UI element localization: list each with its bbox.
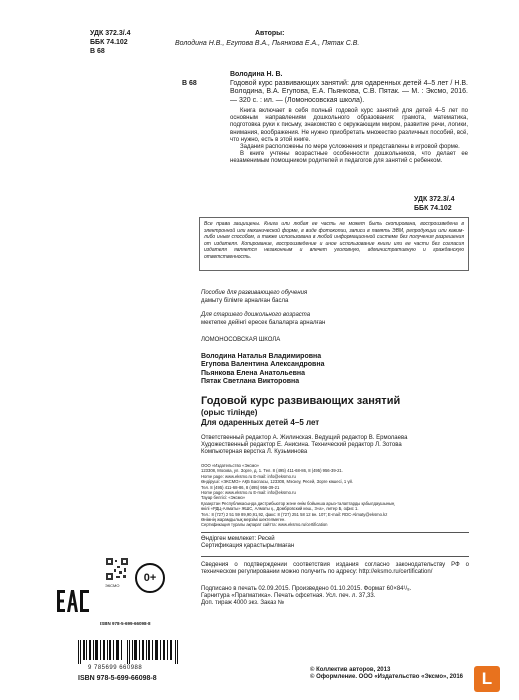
biblio-bbk: ББК 74.102: [414, 205, 452, 212]
qr-code-icon: [105, 557, 129, 581]
publisher-line: Өндіруші: «ЭКСМО» АҚБ Баспасы, 123308, Мәскеу, Ресей, Зорге көшесі, 1 үй.: [201, 479, 354, 485]
author-names: [201, 353, 324, 387]
biblio-author: Володина Н. В.: [230, 71, 283, 78]
bbk-code: ББК 74.102: [90, 39, 128, 46]
biblio-code: В 68: [182, 80, 197, 87]
publisher-line: Қазақстан Республикасында дистрибьютор және өнім бойынша арыз-талаптарды қабылдаушының: [201, 500, 395, 506]
country-line: Сертификация қарастырылмаған: [201, 543, 295, 550]
publisher-line: Тел.: 8 (727) 2 51 59 89,90,91,92, факс: 8 (727) 251 58 12 вн. 107; E-mail: RDC-Almaty@eksmo.kz: [201, 511, 388, 517]
country-block: [201, 536, 294, 550]
abstract-paragraph: Задания расположены по мере усложнения и представлены в игровой форме.: [240, 144, 460, 151]
purpose-kz: дамыту білімге арналған басла: [201, 298, 289, 304]
publisher-line: Home page: www.eksmo.ru E-mail: info@eksmo.ru: [201, 490, 296, 496]
qr-caption: ЭКСМО: [105, 583, 120, 588]
publisher-line: Сертификация туралы ақпарат сайтта: www.eksmo.ru/certification: [201, 522, 328, 528]
certification-note: Сведения о подтверждении соответствия издания согласно законодательству РФ о техническом регулировании можно получить по адресу: http://eksmo.ru/certification/: [201, 562, 469, 576]
abstract-paragraph: Книга включает в себя полный годовой курс занятий для детей 4–5 лет по основным направлениям дошкольного образования: грамота, математика, подготовка руки к письму, знакомство с окружающим миром, развитие речи, логики, внимания, воображения. Не нужно приобретать множество различных пособий, всё, что нужно, есть в этой книге.: [230, 108, 468, 143]
age-ru: Для старшего дошкольного возраста: [201, 312, 311, 318]
country-line: Өндірген мемлекет: Ресей: [201, 536, 275, 542]
publisher-line: Өнімнің жарамдылық мерзімі шектелмеген.: [201, 517, 286, 523]
isbn: ISBN 978-5-699-66098-8: [78, 675, 157, 682]
publisher-line: өкілі «РДЦ-Алматы» ЖШС, Алматы қ., Домбровский көш., 3«а», литер Б, офис 1.: [201, 506, 359, 512]
print-details: [201, 586, 411, 608]
eac-mark-icon: [55, 582, 91, 622]
title-kz: (орыс тілінде): [201, 408, 258, 417]
authors-list: Володина Н.В., Егупова В.А., Пьянкова Е.А., Пятак С.В.: [175, 40, 360, 47]
publisher-line: 123308, Москва, ул. Зорге, д. 1. Тел. 8 (495) 411-68-86, 8 (495) 956-39-21.: [201, 468, 343, 474]
author-name: Володина Наталья Владимировна: [201, 353, 322, 360]
age-rating-badge: 0+: [135, 563, 165, 593]
udk-code: УДК 372.3/.4: [90, 30, 131, 37]
labirint-logo-icon: L: [474, 666, 500, 692]
purpose-ru: Пособие для развивающего обучения: [201, 290, 308, 296]
editor-line: Художественный редактор Е. Анисина. Технический редактор Л. Зотова: [201, 442, 402, 449]
barcode-digits: 9 785699 660988: [88, 665, 143, 671]
authors-label: Авторы:: [255, 30, 285, 37]
print-line: Гарнитура «Прагматика». Печать офсетная. Усл. печ. л. 37,33.: [201, 593, 376, 600]
copyright-block: [310, 667, 463, 681]
divider: [201, 532, 469, 533]
book-title: Годовой курс развивающих занятий: [201, 395, 401, 407]
divider: [201, 556, 469, 557]
rights-notice: Все права защищены. Книга или любая ее часть не может быть скопирована, воспроизведена в электронной или механической форме, в виде фотокопии, записи в память ЭВМ, репродукции или каким-либо иным способом, а также использована в любой информационной системе без получения разрешения от издателя. Копирование, воспроизведение и иное использование книги или ее части без согласия издателя является незаконным и влечет уголовную, административную и гражданскую ответственность.: [199, 217, 469, 271]
publisher-line: Тел. 8 (495) 411-68-86, 8 (495) 956-39-21: [201, 484, 280, 490]
author-name: Егупова Валентина Александровна: [201, 361, 325, 369]
author-name: Пьянкова Елена Анатольевна: [201, 369, 306, 377]
biblio-udk: УДК 372.3/.4: [414, 196, 455, 203]
editor-line: Компьютерная верстка Л. Кузьминова: [201, 449, 308, 456]
biblio-abstract: [230, 108, 468, 166]
copyright-line: © Коллектив авторов, 2013: [310, 667, 391, 673]
barcode-icon: [76, 640, 182, 664]
print-line: Доп. тираж 4000 экз. Заказ №: [201, 600, 285, 607]
isbn-small: ISBN 978-5-699-66098-8: [100, 621, 151, 626]
book-subtitle: Для одаренных детей 4–5 лет: [201, 418, 320, 427]
series-name: ЛОМОНОСОВСКАЯ ШКОЛА: [201, 337, 281, 343]
publisher-line: Home page: www.eksmo.ru E-mail: info@eksmo.ru: [201, 473, 296, 479]
publisher-block: [201, 463, 469, 528]
copyright-line: © Оформление. ООО «Издательство «Эксмо», 2016: [310, 674, 464, 681]
publisher-line: Тауар белгісі: «Эксмо»: [201, 495, 246, 501]
biblio-record: Годовой курс развивающих занятий: для одаренных детей 4–5 лет / Н.В. Володина, В.А. Егупова, Е.А. Пьянкова, С.В. Пятак. — М. : Эксмо, 2016. — 320 с. : ил. — (Ломоносовская школа).: [230, 80, 468, 104]
publisher-line: ООО «Издательство «Эксмо»: [201, 463, 259, 468]
print-line: Подписано в печать 02.09.2015. Произведено 01.10.2015. Формат 60×84¹/₈.: [201, 586, 412, 592]
author-name: Пятак Светлана Викторовна: [201, 378, 300, 386]
editors-block: [201, 435, 407, 457]
abstract-paragraph: В книге учтены возрастные особенности дошкольников, что делает ее незаменимым помощником родителей и педагогов для занятий с ребенком.: [230, 151, 468, 165]
author-sign: В 68: [90, 48, 105, 55]
age-kz: мектепке дейінгі ересек балаларға арналған: [201, 320, 326, 326]
editor-line: Ответственный редактор А. Жилинская. Ведущий редактор В. Ермолаева: [201, 435, 408, 441]
